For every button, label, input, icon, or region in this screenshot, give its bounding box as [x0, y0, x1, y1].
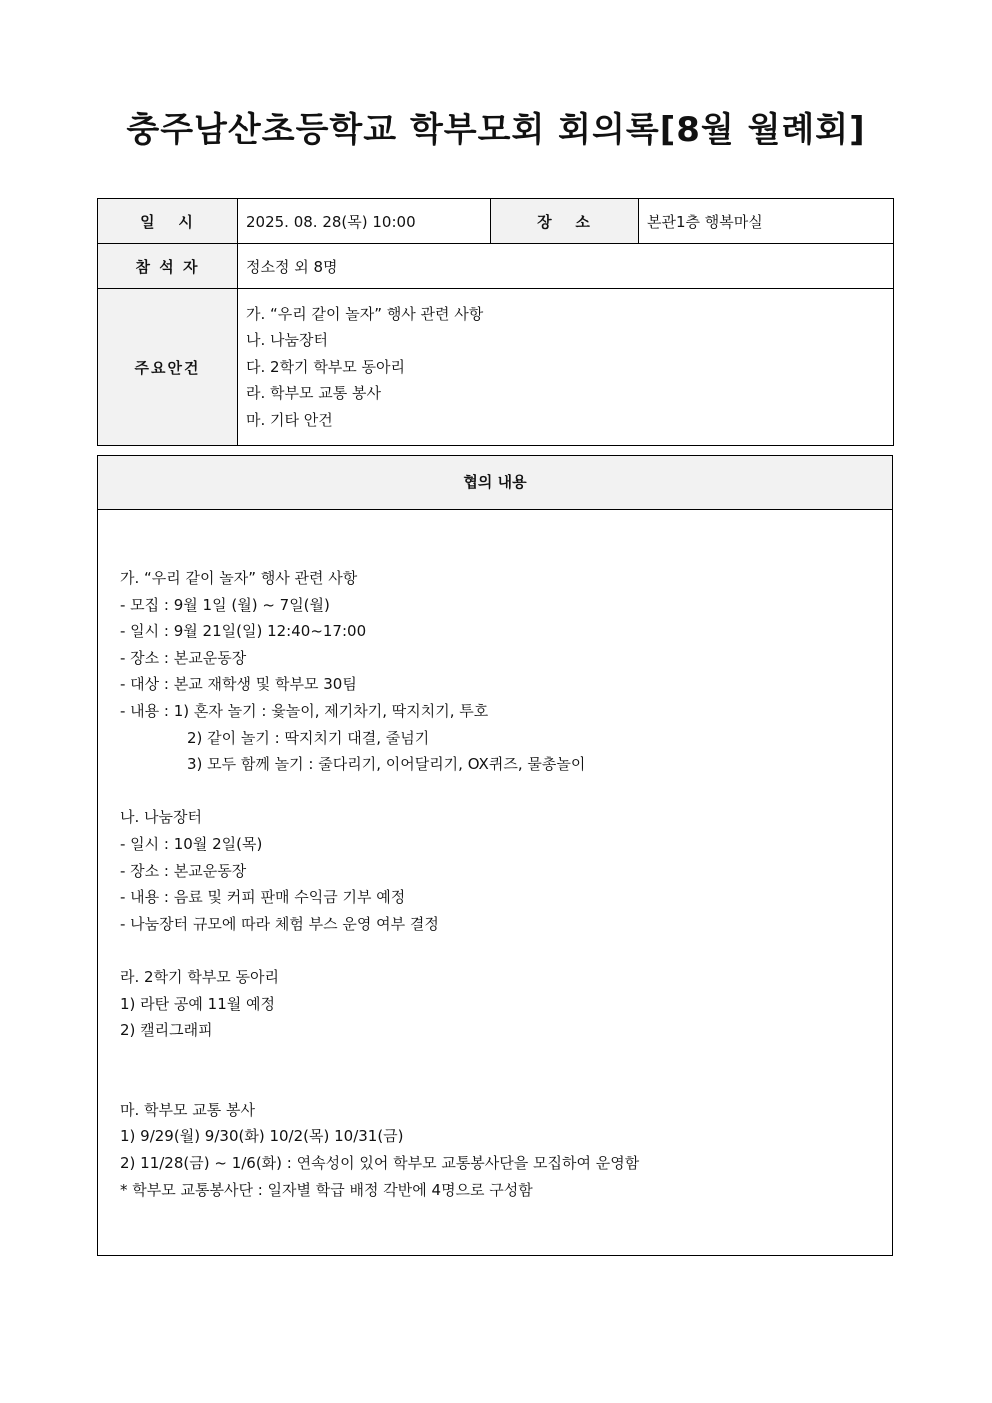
- attendees-label: 참 석 자: [98, 244, 238, 289]
- agenda-item: 가. “우리 같이 놀자” 행사 관련 사항: [246, 304, 484, 323]
- agenda-label: 주요안건: [98, 289, 238, 446]
- discussion-box: [97, 455, 893, 1256]
- attendees-value: 정소정 외 8명: [238, 244, 894, 289]
- date-label: 일 시: [98, 199, 238, 244]
- discussion-body: [120, 565, 880, 1203]
- place-value: 본관1층 행복마실: [639, 199, 894, 244]
- date-value: 2025. 08. 28(목) 10:00: [238, 199, 491, 244]
- section-b-line: - 일시 : 10월 2일(목): [120, 834, 263, 853]
- agenda-item: 다. 2학기 학부모 동아리: [246, 357, 406, 376]
- date-place-row: [98, 199, 894, 244]
- section-d-line: 2) 11/28(금) ~ 1/6(화) : 연속성이 있어 학부모 교통봉사단을 모집하여 운영함: [120, 1154, 640, 1173]
- meeting-info-table: [97, 198, 894, 446]
- page-title: 충주남산초등학교 학부모회 회의록[8월 월례회]: [126, 110, 866, 150]
- section-b-line: - 나눔장터 규모에 따라 체험 부스 운영 여부 결정: [120, 914, 439, 933]
- discussion-header: 협의 내용: [98, 456, 892, 510]
- section-a-line: - 일시 : 9월 21일(일) 12:40~17:00: [120, 622, 367, 641]
- section-b-line: - 장소 : 본교운동장: [120, 861, 247, 880]
- section-c-line: 1) 라탄 공예 11월 예정: [120, 994, 275, 1013]
- section-c-line: 2) 캘리그래피: [120, 1021, 213, 1040]
- section-a-subline: 2) 같이 놀기 : 딱지치기 대결, 줄넘기: [187, 728, 430, 747]
- section-a-line: - 장소 : 본교운동장: [120, 648, 247, 667]
- agenda-item: 나. 나눔장터: [246, 331, 328, 350]
- section-b-title: 나. 나눔장터: [120, 808, 202, 827]
- agenda-list: [246, 301, 885, 434]
- section-a-title: 가. “우리 같이 놀자” 행사 관련 사항: [120, 569, 358, 587]
- section-d-note: * 학부모 교통봉사단 : 일자별 학급 배정 각반에 4명으로 구성함: [120, 1180, 533, 1199]
- section-b-line: - 내용 : 음료 및 커피 판매 수익금 기부 예정: [120, 888, 406, 907]
- section-a-line: - 대상 : 본교 재학생 및 학부모 30팀: [120, 675, 357, 694]
- section-d-title: 마. 학부모 교통 봉사: [120, 1100, 255, 1119]
- agenda-row: [98, 289, 894, 446]
- agenda-item: 라. 학부모 교통 봉사: [246, 384, 381, 403]
- place-label: 장 소: [491, 199, 639, 244]
- section-d-line: 1) 9/29(월) 9/30(화) 10/2(목) 10/31(금): [120, 1127, 404, 1146]
- agenda-cell: [238, 289, 894, 446]
- section-a-line: - 내용 : 1) 혼자 놀기 : 윷놀이, 제기차기, 딱지치기, 투호: [120, 701, 489, 720]
- agenda-item: 마. 기타 안건: [246, 410, 333, 429]
- attendees-row: [98, 244, 894, 289]
- section-a-line: - 모집 : 9월 1일 (월) ~ 7일(월): [120, 595, 330, 614]
- section-c-title: 라. 2학기 학부모 동아리: [120, 967, 280, 986]
- section-a-subline: 3) 모두 함께 놀기 : 줄다리기, 이어달리기, OX퀴즈, 물총놀이: [187, 755, 586, 774]
